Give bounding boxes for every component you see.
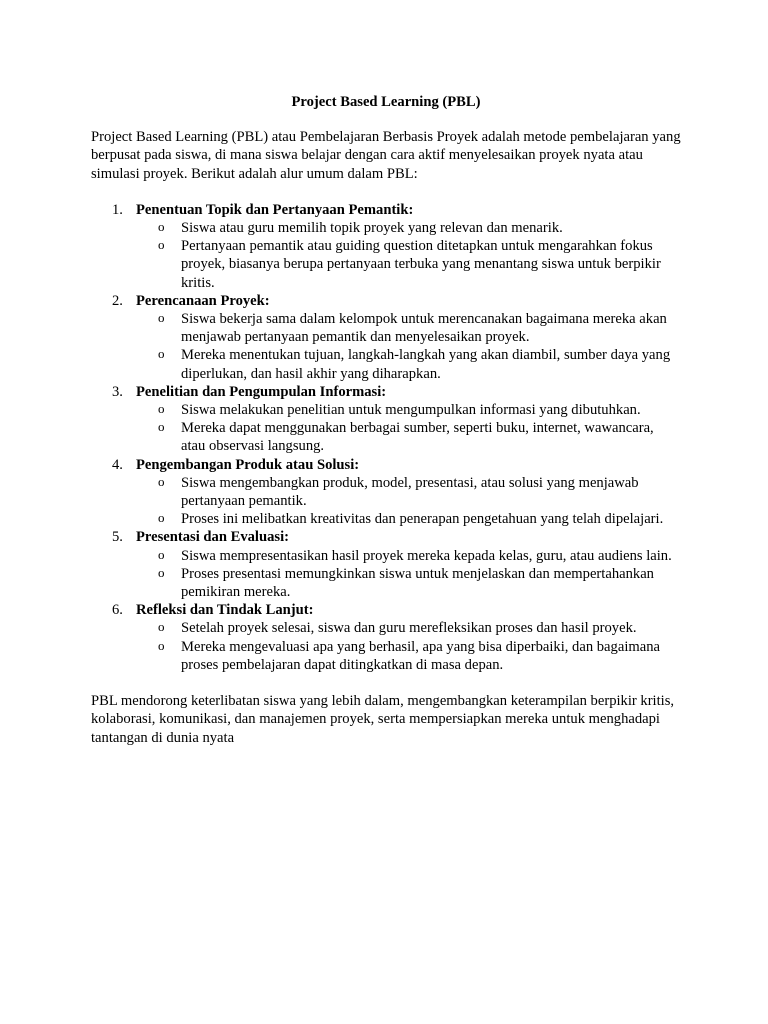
- bullet-icon: o: [158, 546, 165, 562]
- sub-list-item: [136, 638, 681, 674]
- step-number: 4.: [112, 456, 123, 473]
- sub-list-item: [136, 510, 681, 528]
- steps-list: [91, 201, 681, 674]
- sub-list: [136, 619, 681, 674]
- intro-paragraph: Project Based Learning (PBL) atau Pembelajaran Berbasis Proyek adalah metode pembelajaran yang berpusat pada siswa, di mana siswa belajar dengan cara aktif menyelesaikan proyek nyata atau simulasi proyek. Berikut adalah alur umum dalam PBL:: [91, 129, 681, 182]
- step-title: Perencanaan Proyek:: [136, 292, 270, 309]
- bullet-icon: o: [158, 219, 165, 235]
- sub-list-item: [136, 401, 681, 419]
- step-title: Presentasi dan Evaluasi:: [136, 529, 289, 546]
- bullet-icon: o: [158, 564, 165, 580]
- sub-list: [136, 219, 681, 292]
- sub-list-item: [136, 547, 681, 565]
- step-item: [91, 456, 681, 529]
- document-body: [91, 93, 681, 747]
- sub-item-text: Pertanyaan pemantik atau guiding question ditetapkan untuk mengarahkan fokus proyek, biasanya berupa pertanyaan terbuka yang menantang siswa untuk berpikir kritis.: [181, 238, 661, 291]
- sub-list: [136, 474, 681, 529]
- bullet-icon: o: [158, 473, 165, 489]
- sub-list-item: [136, 474, 681, 510]
- sub-item-text: Siswa mempresentasikan hasil proyek mereka kepada kelas, guru, atau audiens lain.: [181, 547, 672, 564]
- bullet-icon: o: [158, 510, 165, 526]
- document-title: Project Based Learning (PBL): [291, 94, 481, 110]
- step-item: [91, 528, 681, 601]
- step-item: [91, 292, 681, 383]
- sub-list-item: [136, 619, 681, 637]
- sub-item-text: Siswa melakukan penelitian untuk mengumpulkan informasi yang dibutuhkan.: [181, 402, 641, 419]
- step-number: 1.: [112, 201, 123, 218]
- step-title: Refleksi dan Tindak Lanjut:: [136, 602, 314, 619]
- bullet-icon: o: [158, 401, 165, 417]
- step-item: [91, 201, 681, 292]
- sub-list-item: [136, 219, 681, 237]
- step-number: 5.: [112, 529, 123, 546]
- bullet-icon: o: [158, 310, 165, 326]
- bullet-icon: o: [158, 237, 165, 253]
- step-title: Penelitian dan Pengumpulan Informasi:: [136, 383, 387, 400]
- bullet-icon: o: [158, 419, 165, 435]
- conclusion-paragraph: PBL mendorong keterlibatan siswa yang lebih dalam, mengembangkan keterampilan berpikir kritis, kolaborasi, komunikasi, dan manajemen proyek, serta mempersiapkan mereka untuk menghadapi tantangan di dunia nyata: [91, 693, 675, 746]
- sub-list: [136, 401, 681, 456]
- sub-list-item: [136, 419, 681, 455]
- bullet-icon: o: [158, 346, 165, 362]
- sub-list-item: [136, 565, 681, 601]
- sub-list: [136, 547, 681, 602]
- step-number: 6.: [112, 602, 123, 619]
- step-number: 2.: [112, 292, 123, 309]
- step-number: 3.: [112, 383, 123, 400]
- sub-item-text: Siswa mengembangkan produk, model, presentasi, atau solusi yang menjawab pertanyaan pemantik.: [181, 474, 639, 510]
- sub-item-text: Proses presentasi memungkinkan siswa untuk menjelaskan dan mempertahankan pemikiran mereka.: [181, 565, 654, 601]
- sub-list-item: [136, 310, 681, 346]
- step-title: Penentuan Topik dan Pertanyaan Pemantik:: [136, 201, 414, 218]
- sub-item-text: Proses ini melibatkan kreativitas dan penerapan pengetahuan yang telah dipelajari.: [181, 511, 664, 528]
- sub-list: [136, 310, 681, 383]
- bullet-icon: o: [158, 637, 165, 653]
- sub-item-text: Mereka menentukan tujuan, langkah-langkah yang akan diambil, sumber daya yang diperlukan, dan hasil akhir yang diharapkan.: [181, 347, 671, 382]
- sub-item-text: Setelah proyek selesai, siswa dan guru merefleksikan proses dan hasil proyek.: [181, 620, 637, 637]
- sub-item-text: Mereka mengevaluasi apa yang berhasil, apa yang bisa diperbaiki, dan bagaimana proses pembelajaran dapat ditingkatkan di masa depan.: [181, 638, 660, 673]
- step-item: [91, 383, 681, 456]
- sub-item-text: Mereka dapat menggunakan berbagai sumber, seperti buku, internet, wawancara, atau observasi langsung.: [181, 420, 654, 455]
- bullet-icon: o: [158, 619, 165, 635]
- sub-list-item: [136, 237, 681, 292]
- step-item: [91, 601, 681, 674]
- sub-item-text: Siswa atau guru memilih topik proyek yang relevan dan menarik.: [181, 220, 563, 237]
- step-title: Pengembangan Produk atau Solusi:: [136, 456, 360, 473]
- sub-item-text: Siswa bekerja sama dalam kelompok untuk merencanakan bagaimana mereka akan menjawab pertanyaan pemantik dan menyelesaikan proyek.: [181, 311, 667, 346]
- sub-list-item: [136, 346, 681, 382]
